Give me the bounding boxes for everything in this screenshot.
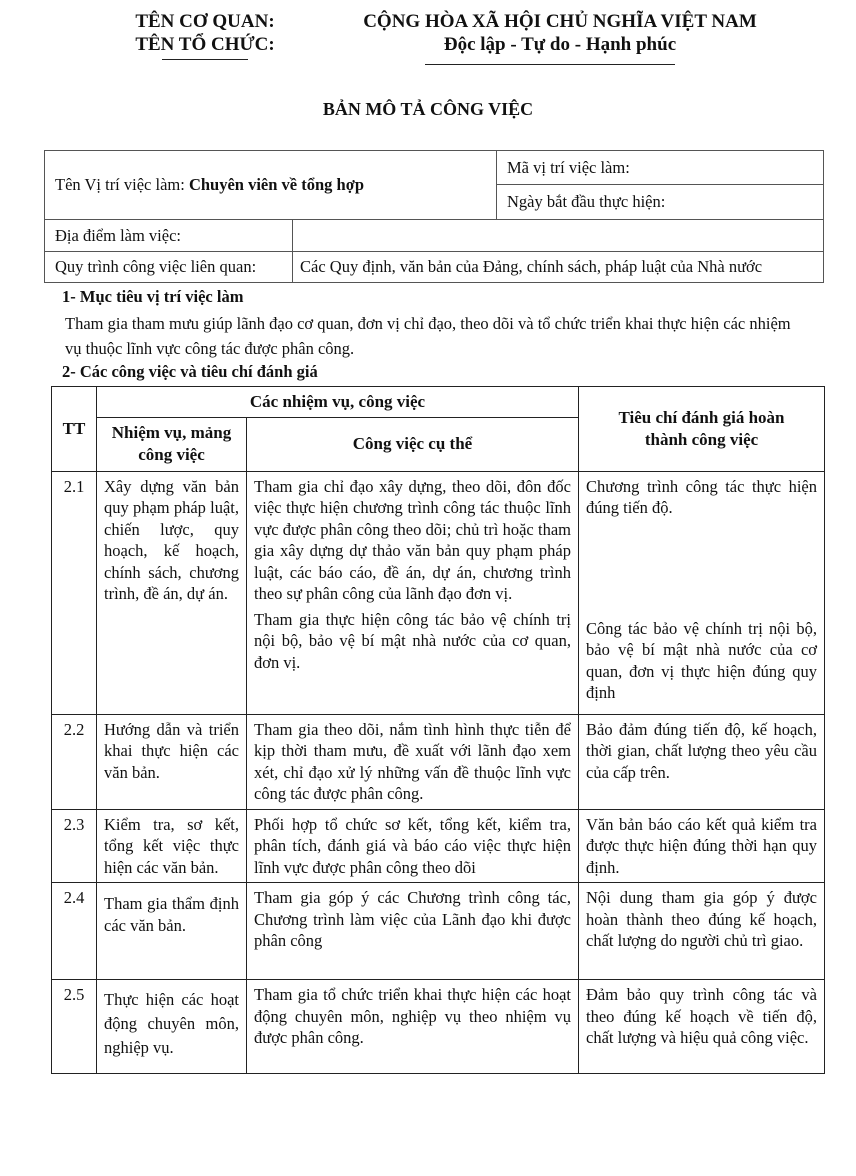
completion-criteria: Đảm bảo quy trình công tác và theo đúng kế hoạch về tiến độ, chất lượng và hiệu quả công việc. [579,980,825,1074]
task-area: Xây dựng văn bản quy phạm pháp luật, chiến lược, quy hoạch, kế hoạch, chính sách, chương trình, đề án, dự án. [97,471,247,714]
header-tt: TT [52,387,97,472]
specific-tasks: Tham gia góp ý các Chương trình công tác, Chương trình làm việc của Lãnh đạo khi được phân công [247,883,579,980]
row-number: 2.4 [52,883,97,980]
row-number: 2.5 [52,980,97,1074]
nation-name: CỘNG HÒA XÃ HỘI CHỦ NGHĨA VIỆT NAM [363,11,757,32]
national-motto: Độc lập - Tự do - Hạnh phúc [443,34,677,55]
national-header [330,10,790,56]
completion-criteria: Nội dung tham gia góp ý được hoàn thành theo đúng kế hoạch, chất lượng do người chủ trì giao. [579,883,825,980]
row-number: 2.1 [52,471,97,714]
organization-header [112,10,298,56]
job-info-table-lower [44,219,824,283]
header-divider-right [425,64,675,65]
table-row [52,471,825,714]
header-specific-tasks: Công việc cụ thể [247,417,579,471]
related-process-value: Các Quy định, văn bản của Đảng, chính sách, pháp luật của Nhà nước [300,257,763,276]
specific-tasks: Tham gia tổ chức triển khai thực hiện các hoạt động chuyên môn, nghiệp vụ theo nhiệm vụ được phân công. [247,980,579,1074]
task-item: Tham gia thực hiện công tác bảo vệ chính trị nội bộ, bảo vệ bí mật nhà nước của cơ quan, đơn vị. [254,609,571,672]
specific-tasks: Phối hợp tổ chức sơ kết, tổng kết, kiểm tra, phân tích, đánh giá và báo cáo việc thực hiện lĩnh vực được phân công theo dõi [247,809,579,883]
specific-tasks: Tham gia theo dõi, nắm tình hình thực tiễn để kịp thời tham mưu, đề xuất với lãnh đạo xem xét, chỉ đạo xử lý những vấn đề thuộc lĩnh vực công tác được phân công. [247,714,579,809]
section-2-heading: 2- Các công việc và tiêu chí đánh giá [62,362,318,381]
task-item: Tham gia chỉ đạo xây dựng, theo dõi, đôn đốc việc thực hiện chương trình công tác thuộc lĩnh vực được phân công theo dõi; chủ trì hoặc tham gia xây dựng dự thảo văn bản quy phạm pháp luật, các báo cáo, đề án, dự án, chương trình theo sự phân công của lãnh đạo đơn vị. [254,476,571,603]
completion-criteria: Bảo đảm đúng tiến độ, kế hoạch, thời gian, chất lượng theo yêu cầu của cấp trên. [579,714,825,809]
task-area: Thực hiện các hoạt động chuyên môn, nghiệp vụ. [97,980,247,1074]
job-info-table [44,150,824,220]
task-area: Tham gia thẩm định các văn bản. [97,883,247,980]
table-row [52,980,825,1074]
criteria-item: Công tác bảo vệ chính trị nội bộ, bảo vệ bí mật nhà nước của cơ quan, đơn vị thực hiện đúng quy định [586,618,817,702]
related-process-label: Quy trình công việc liên quan: [55,257,257,276]
tasks-criteria-table [51,386,825,1074]
work-location-label: Địa điểm làm việc: [55,225,181,245]
row-number: 2.2 [52,714,97,809]
work-location-value-cell [293,220,824,252]
organization-name-label: TÊN TỔ CHỨC: [135,34,275,55]
position-code-cell [497,151,824,185]
related-process-label-cell [45,252,293,283]
completion-criteria [579,471,825,714]
task-area: Kiểm tra, sơ kết, tổng kết việc thực hiện các văn bản. [97,809,247,883]
related-process-value-cell [293,252,824,283]
start-date-cell [497,185,824,220]
criteria-item: Chương trình công tác thực hiện đúng tiến độ. [586,476,817,517]
position-code-label: Mã vị trí việc làm: [507,157,630,177]
task-area: Hướng dẫn và triển khai thực hiện các văn bản. [97,714,247,809]
header-task-group: Các nhiệm vụ, công việc [97,387,579,418]
position-name-value: Chuyên viên về tổng hợp [188,175,365,194]
header-task-area: Nhiệm vụ, mảng công việc [97,417,247,471]
header-divider-left [162,59,248,60]
header-criteria: Tiêu chí đánh giá hoàn thành công việc [579,387,825,472]
position-name-cell [45,151,497,220]
section-1-text: Tham gia tham mưu giúp lãnh đạo cơ quan, đơn vị chỉ đạo, theo dõi và tổ chức triển khai thực hiện các nhiệm vụ thuộc lĩnh vực công tác được phân công. [65,314,791,358]
specific-tasks [247,471,579,714]
start-date-label: Ngày bắt đầu thực hiện: [507,192,666,211]
row-number: 2.3 [52,809,97,883]
position-name-label: Tên Vị trí việc làm: [55,175,189,194]
table-row [52,883,825,980]
table-row [52,809,825,883]
table-row [52,714,825,809]
agency-name-label: TÊN CƠ QUAN: [135,11,275,32]
work-location-label-cell [45,220,293,252]
document-title: BẢN MÔ TẢ CÔNG VIỆC [322,99,534,119]
section-1-heading: 1- Mục tiêu vị trí việc làm [62,287,244,306]
completion-criteria: Văn bản báo cáo kết quả kiểm tra được thực hiện đúng thời hạn quy định. [579,809,825,883]
